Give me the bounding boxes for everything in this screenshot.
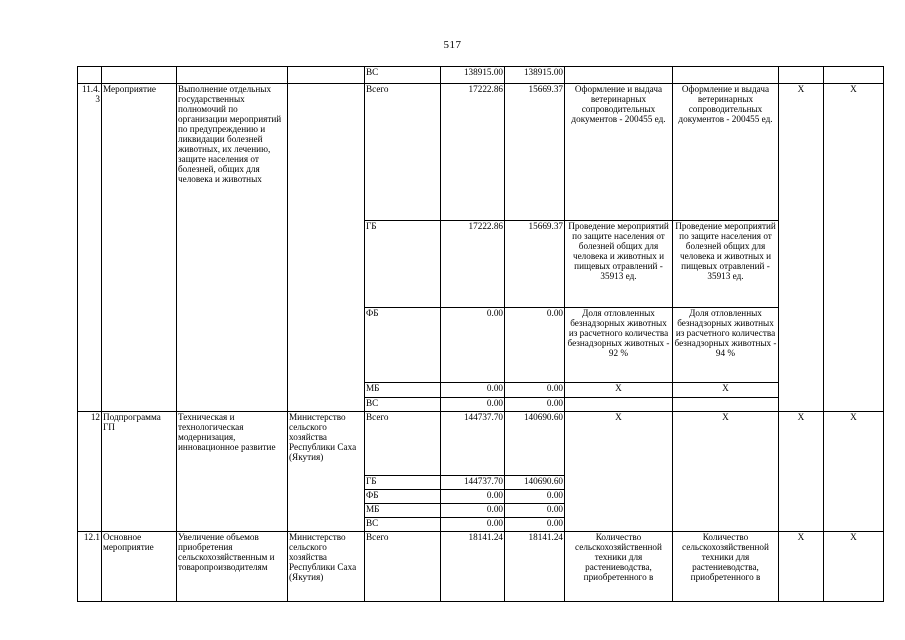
indicator-fact: Оформление и выдача ветеринарных сопроводительных документов - 200455 ед. [673, 84, 779, 221]
kind-cell: Подпрограмма ГП [102, 412, 177, 532]
page-number: 517 [443, 39, 462, 51]
kind-cell: Основное мероприятие [102, 532, 177, 602]
plan-amount: 0.00 [441, 490, 505, 504]
code-cell: 11.4. 3 [78, 84, 102, 412]
mark-cell [779, 67, 824, 84]
source-cell: ФБ [365, 308, 441, 383]
indicator-fact: X [673, 383, 779, 398]
fact-amount: 0.00 [505, 504, 565, 518]
indicator-plan: X [565, 383, 673, 398]
plan-amount: 18141.24 [441, 532, 505, 602]
source-cell: ВС [365, 67, 441, 84]
plan-amount: 138915.00 [441, 67, 505, 84]
plan-amount: 144737.70 [441, 412, 505, 476]
mark-cell: X [824, 412, 884, 532]
plan-amount: 144737.70 [441, 476, 505, 490]
indicator-fact [673, 67, 779, 84]
fact-amount: 138915.00 [505, 67, 565, 84]
indicator-plan: Оформление и выдача ветеринарных сопроводительных документов - 200455 ед. [565, 84, 673, 221]
mark-cell: X [824, 532, 884, 602]
fact-amount: 0.00 [505, 518, 565, 532]
source-cell: ВС [365, 398, 441, 412]
plan-amount: 0.00 [441, 504, 505, 518]
indicator-plan [565, 398, 673, 412]
plan-amount: 0.00 [441, 518, 505, 532]
source-cell: ГБ [365, 476, 441, 490]
name-cell [177, 67, 288, 84]
mark-cell [824, 67, 884, 84]
table-row [78, 532, 884, 602]
kind-cell: Мероприятие [102, 84, 177, 412]
indicator-plan: X [565, 412, 673, 532]
indicator-plan [565, 67, 673, 84]
indicator-fact: X [673, 412, 779, 532]
executor-cell [288, 67, 365, 84]
plan-amount: 0.00 [441, 308, 505, 383]
indicator-fact: Количество сельскохозяйственной техники для растениеводства, приобретенного в [673, 532, 779, 602]
executor-cell [288, 84, 365, 412]
mark-cell: X [779, 84, 824, 412]
table-row [78, 412, 884, 476]
fact-amount: 18141.24 [505, 532, 565, 602]
fact-amount: 0.00 [505, 490, 565, 504]
indicator-plan: Доля отловленных безнадзорных животных из расчетного количества безнадзорных животных - 92 % [565, 308, 673, 383]
mark-cell: X [779, 412, 824, 532]
name-cell: Увеличение объемов приобретения сельскохозяйственным и товаропроизводителям [177, 532, 288, 602]
fact-amount: 140690.60 [505, 476, 565, 490]
plan-amount: 0.00 [441, 398, 505, 412]
name-cell: Выполнение отдельных государственных полномочий по организации мероприятий по предупреждению и ликвидации болезней животных, их лечению, защите населения от болезней, общих для человека и животных [177, 84, 288, 412]
indicator-fact [673, 398, 779, 412]
indicator-fact: Проведение мероприятий по защите населения от болезней общих для человека и животных и пищевых отравлений - 35913 ед. [673, 221, 779, 308]
fact-amount: 140690.60 [505, 412, 565, 476]
source-cell: МБ [365, 504, 441, 518]
source-cell: ВС [365, 518, 441, 532]
indicator-fact: Доля отловленных безнадзорных животных из расчетного количества безнадзорных животных - 94 % [673, 308, 779, 383]
source-cell: Всего [365, 532, 441, 602]
indicator-plan: Количество сельскохозяйственной техники для растениеводства, приобретенного в [565, 532, 673, 602]
source-cell: Всего [365, 84, 441, 221]
fact-amount: 15669.37 [505, 84, 565, 221]
source-cell: МБ [365, 383, 441, 398]
source-cell: Всего [365, 412, 441, 476]
code-cell: 12.1 [78, 532, 102, 602]
name-cell: Техническая и технологическая модернизация, инновационное развитие [177, 412, 288, 532]
fact-amount: 0.00 [505, 308, 565, 383]
code-cell [78, 67, 102, 84]
table-row [78, 67, 884, 84]
fact-amount: 0.00 [505, 383, 565, 398]
source-cell: ФБ [365, 490, 441, 504]
budget-table [77, 66, 884, 602]
indicator-plan: Проведение мероприятий по защите населения от болезней общих для человека и животных и пищевых отравлений - 35913 ед. [565, 221, 673, 308]
plan-amount: 17222.86 [441, 221, 505, 308]
plan-amount: 17222.86 [441, 84, 505, 221]
mark-cell: X [779, 532, 824, 602]
source-cell: ГБ [365, 221, 441, 308]
table-row [78, 84, 884, 221]
mark-cell: X [824, 84, 884, 412]
executor-cell: Министерство сельского хозяйства Республики Саха (Якутия) [288, 532, 365, 602]
kind-cell [102, 67, 177, 84]
code-cell: 12 [78, 412, 102, 532]
plan-amount: 0.00 [441, 383, 505, 398]
executor-cell: Министерство сельского хозяйства Республики Саха (Якутия) [288, 412, 365, 532]
fact-amount: 15669.37 [505, 221, 565, 308]
fact-amount: 0.00 [505, 398, 565, 412]
